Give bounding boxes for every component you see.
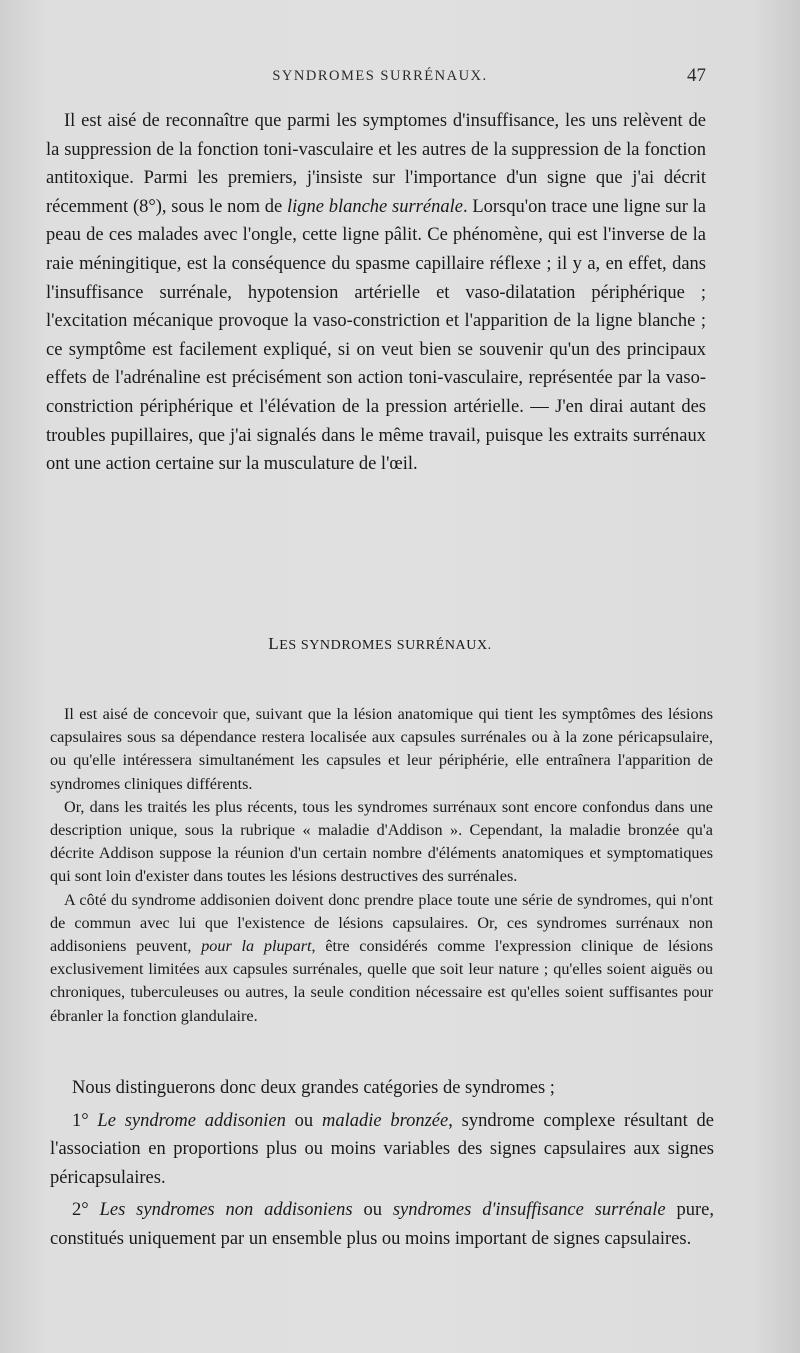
page-number: 47 (687, 65, 706, 86)
text-run: , syndrome complexe résultant de l'association en proportions plus ou moins variables des signes capsulaires aux signes péricapsulaires. (50, 1110, 714, 1188)
text-run: pure, constitués uniquement par un ensemble plus ou moins important de signes capsulaires. (50, 1200, 715, 1249)
text-run: , être considérés comme l'expression clinique de lésions exclusivement limitées aux capsules surrénales, quelle que soit leur nature ; qu'elles soient aiguës ou chroniques, tuberculeuses ou autres, la seule condition nécessaire est qu'elles soient suffisantes pour ébranler la fonction glandulaire. (50, 937, 713, 1025)
section-title-initial: L (268, 634, 280, 653)
text-run: A côté du syndrome addisonien doivent donc prendre place toute une série de syndromes, qui n'ont de commun avec lui que l'existence de lésions capsulaires. Or, ces syndromes surrénaux non addisoniens peuvent, (50, 890, 713, 956)
categories-intro: Nous distinguerons donc deux grandes catégories de syndromes ; (72, 1078, 555, 1098)
category-item-2 (50, 1196, 714, 1253)
section-title-rest: ES SYNDROMES SURRÉNAUX. (279, 638, 492, 653)
italic-term: Le syndrome addisonien (97, 1110, 286, 1131)
paragraph-insufficiency (46, 107, 706, 479)
italic-term: maladie bronzée (321, 1110, 449, 1131)
italic-term: ligne blanche surrénale (286, 196, 463, 217)
italic-term: Les syndromes non addisoniens (99, 1200, 353, 1221)
text-run: ou (285, 1110, 322, 1131)
running-title: SYNDROMES SURRÉNAUX. (272, 68, 488, 84)
category-item-1 (50, 1107, 714, 1193)
small-paragraph-2: Or, dans les traités les plus récents, tous les syndromes surrénaux sont encore confondus dans une description unique, sous la rubrique « maladie d'Addison ». Cependant, la maladie bronzée qu'a décrite Addison suppose la réunion d'un certain nombre d'éléments anatomiques et symptomatiques qui sont loin d'exister dans toutes les lésions destructives des surrénales. (50, 797, 713, 886)
small-paragraph-1: Il est aisé de concevoir que, suivant que la lésion anatomique qui tient les symptômes des lésions capsulaires sous sa dépendance restera localisée aux capsules surrénales ou à la zone péricapsulaire, ou qu'elle intéressera simultanément les capsules et leur périphérie, elle entraînera l'apparition de syndromes cliniques différents. (50, 705, 713, 793)
categories-list (50, 1074, 714, 1258)
italic-term: pour la plupart (201, 937, 312, 956)
item-number: 1° (72, 1110, 98, 1131)
text-run: Il est aisé de reconnaître que parmi les symptomes d'insuffisance, les uns relèvent de la suppression de la fonction toni-vasculaire et les autres de la suppression de la fonction antitoxique. Parmi les premiers, j'insiste sur l'importance d'un signe que j'ai décrit récemment (8°), sous le nom de (46, 111, 706, 217)
text-run: . Lorsqu'on trace une ligne sur la peau de ces malades avec l'ongle, cette ligne pâlit. Ce phénomène, qui est l'inverse de la raie méningitique, est la conséquence du spasme capillaire réflexe ; il y a, en effet, dans l'insuffisance surrénale, hypotension artérielle et vaso-dilatation périphérique ; l'excitation mécanique provoque la vaso-constriction et l'apparition de la ligne blanche ; ce symptôme est facilement expliqué, si on veut bien se souvenir qu'un des principaux effets de l'adrénaline est précisément son action toni-vasculaire, représentée par la vaso-constriction périphérique et l'élévation de la pression artérielle. — J'en dirai autant des troubles pupillaires, que j'ai signalés dans le même travail, puisque les extraits surrénaux ont une action certaine sur la musculature de l'œil. (46, 196, 706, 475)
section-body (50, 703, 713, 1028)
page-header (50, 65, 710, 92)
italic-term: syndromes d'insuffisance surrénale (392, 1200, 666, 1221)
paragraph-text (46, 107, 706, 479)
text-run: ou (352, 1200, 393, 1221)
item-number: 2° (72, 1200, 100, 1221)
small-paragraph-3 (50, 889, 713, 1028)
section-title (50, 634, 710, 654)
